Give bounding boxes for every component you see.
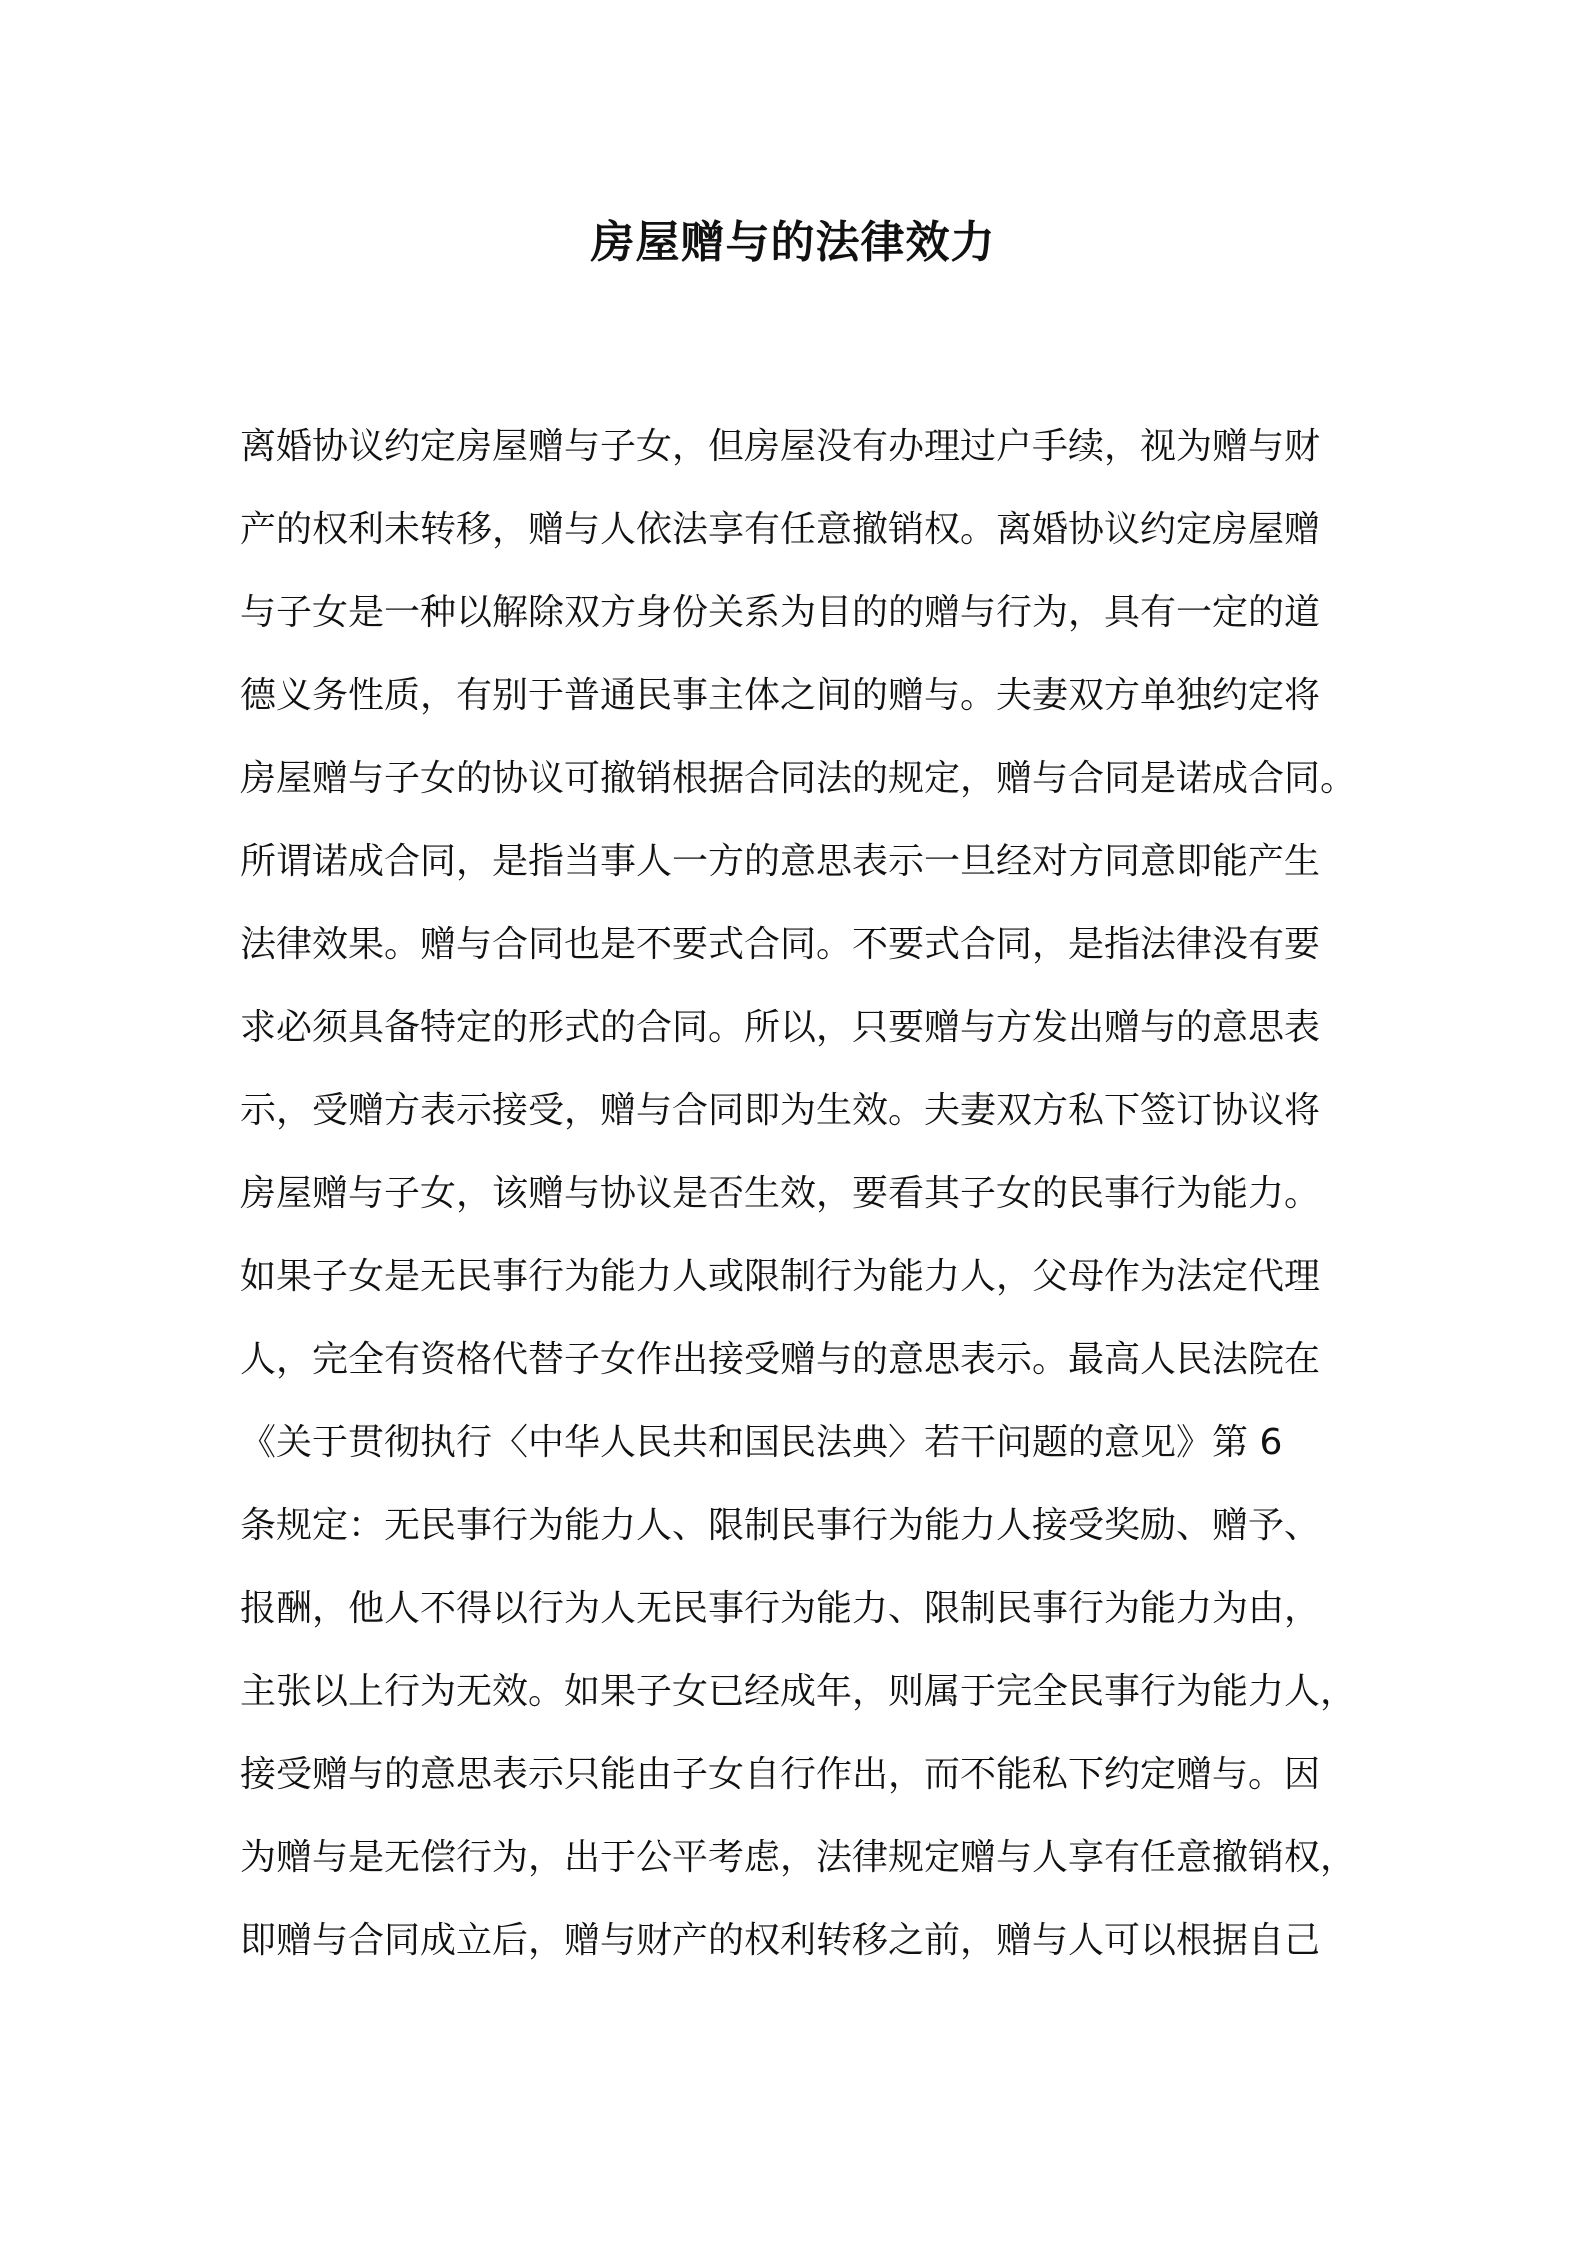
body-line: 房屋赠与子女的协议可撤销根据合同法的规定，赠与合同是诺成合同。	[240, 758, 1357, 799]
body-line: 与子女是一种以解除双方身份关系为目的的赠与行为，具有一定的道	[240, 592, 1321, 633]
body-line: 报酬，他人不得以行为人无民事行为能力、限制民事行为能力为由，	[240, 1588, 1321, 1629]
body-line: 条规定：无民事行为能力人、限制民事行为能力人接受奖励、赠予、	[240, 1505, 1321, 1546]
document-title: 房屋赠与的法律效力	[590, 217, 996, 268]
body-line: 为赠与是无偿行为，出于公平考虑，法律规定赠与人享有任意撤销权，	[240, 1837, 1357, 1878]
body-line: 离婚协议约定房屋赠与子女，但房屋没有办理过户手续，视为赠与财	[240, 426, 1321, 467]
document-body	[240, 405, 1360, 1982]
body-line: 所谓诺成合同，是指当事人一方的意思表示一旦经对方同意即能产生	[240, 841, 1321, 882]
body-line: 如果子女是无民事行为能力人或限制行为能力人，父母作为法定代理	[240, 1256, 1321, 1297]
body-line: 产的权利未转移，赠与人依法享有任意撤销权。离婚协议约定房屋赠	[240, 509, 1321, 550]
body-line: 即赠与合同成立后，赠与财产的权利转移之前，赠与人可以根据自己	[240, 1920, 1321, 1961]
body-line: 接受赠与的意思表示只能由子女自行作出，而不能私下约定赠与。因	[240, 1754, 1321, 1795]
body-line: 求必须具备特定的形式的合同。所以，只要赠与方发出赠与的意思表	[240, 1007, 1321, 1048]
body-line: 法律效果。赠与合同也是不要式合同。不要式合同，是指法律没有要	[240, 924, 1321, 965]
body-line: 《关于贯彻执行〈中华人民共和国民法典〉若干问题的意见》第 6	[240, 1422, 1283, 1463]
body-line: 人，完全有资格代替子女作出接受赠与的意思表示。最高人民法院在	[240, 1339, 1321, 1380]
body-line: 房屋赠与子女，该赠与协议是否生效，要看其子女的民事行为能力。	[240, 1173, 1321, 1214]
body-line: 主张以上行为无效。如果子女已经成年，则属于完全民事行为能力人，	[240, 1671, 1357, 1712]
body-line: 德义务性质，有别于普通民事主体之间的赠与。夫妻双方单独约定将	[240, 675, 1321, 716]
body-line: 示，受赠方表示接受，赠与合同即为生效。夫妻双方私下签订协议将	[240, 1090, 1321, 1131]
